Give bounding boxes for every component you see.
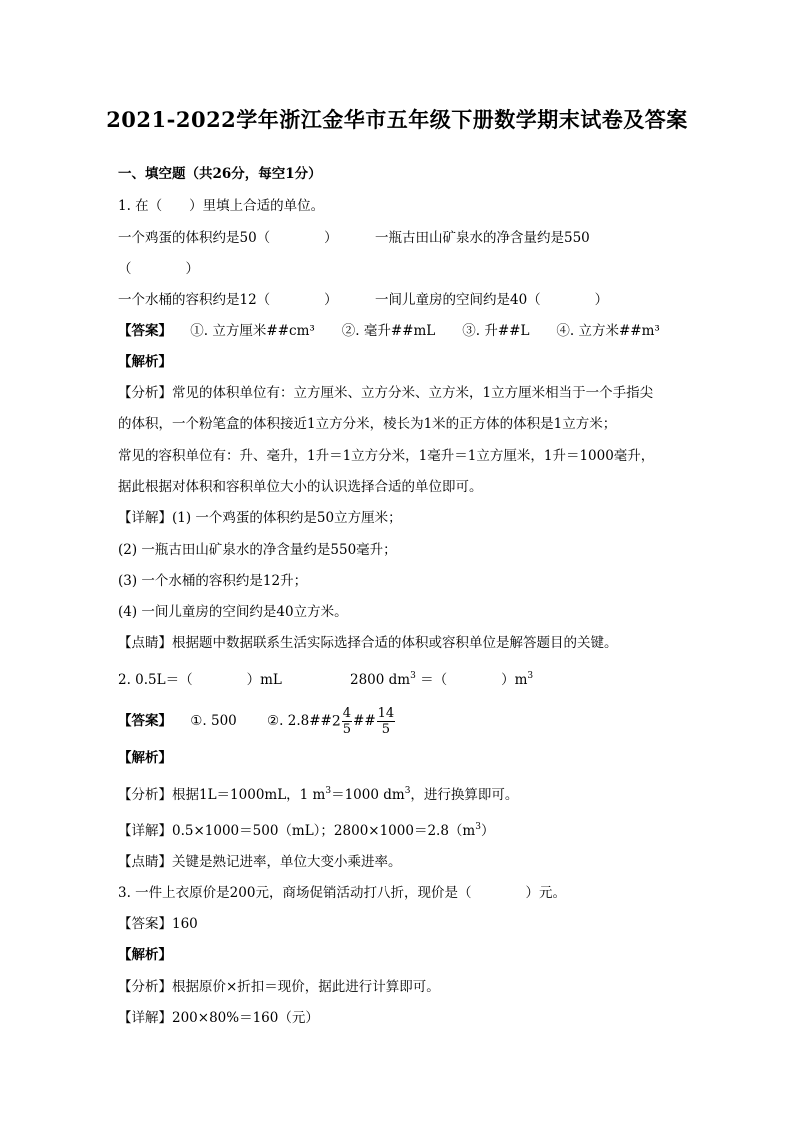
q1-analysis-line: 【分析】常见的体积单位有：立方厘米、立方分米、立方米，1立方厘米相当于一个手指尖 [118,385,654,401]
superscript: 3 [325,786,332,796]
q1-item-d: 一间儿童房的空间约是40（ ） [375,292,609,308]
q1-item-b: 一瓶古田山矿泉水的净含量约是550 [375,230,590,246]
q3-analysis-label: 【解析】 [118,947,172,963]
answer-text: ①. 立方厘米##cm³ ②. 毫升##mL ③. 升##L ④. 立方米##m³ [190,323,660,339]
q2-stem-b-text: ＝（ ）m [415,672,528,688]
page-title: 2021-2022学年浙江金华市五年级下册数学期末试卷及答案 [106,107,688,132]
fraction [342,706,352,737]
q1-item-c: 一个水桶的容积约是12（ ） [118,292,338,308]
q2-analysis-text: ，进行换算即可。 [410,787,519,803]
q1-detail-line: (2) 一瓶古田山矿泉水的净含量约是550毫升； [118,542,397,558]
q2-analysis [118,785,518,807]
superscript: 3 [410,671,416,681]
fraction-numerator: 4 [342,706,352,721]
superscript: 3 [475,822,481,832]
q2-analysis-label: 【解析】 [118,750,172,766]
q1-note: 【点睛】根据题中数据联系生活实际选择合适的体积或容积单位是解答题目的关键。 [118,635,618,651]
q2-detail [118,821,494,843]
answer-label: 【答案】 [118,713,172,729]
q1-detail-line: 【详解】(1) 一个鸡蛋的体积约是50立方厘米； [118,510,402,526]
q1-analysis-label: 【解析】 [118,354,172,370]
q1-item-a: 一个鸡蛋的体积约是50（ ） [118,230,338,246]
answer-label: 【答案】 [118,323,172,339]
q2-answer [118,706,396,737]
q1-stem: 1. 在（ ）里填上合适的单位。 [118,198,325,214]
answer-a: ①. 500 [190,713,237,729]
q2-stem-b [350,670,533,692]
q1-item-b-cont: （ ） [118,261,199,277]
q1-detail-line: (3) 一个水桶的容积约是12升； [118,573,308,589]
section-heading: 一、填空题（共26分，每空1分） [118,166,322,182]
q3-answer: 【答案】160 [118,916,198,932]
q2-detail-text: ） [480,823,495,839]
fraction [377,706,396,737]
q2-detail-text: 【详解】0.5×1000＝500（mL）；2800×1000＝2.8（m [118,823,476,839]
q3-stem: 3. 一件上衣原价是200元，商场促销活动打八折，现价是（ ）元。 [118,885,566,901]
q2-analysis-text: ＝1000 dm [331,787,405,803]
q1-answer [118,321,660,341]
q3-analysis: 【分析】根据原价×折扣＝现价，据此进行计算即可。 [118,979,440,995]
q1-detail-line: (4) 一间儿童房的空间约是40立方米。 [118,604,348,620]
q1-analysis-line: 常见的容积单位有：升、毫升，1升＝1立方分米，1毫升＝1立方厘米，1升＝1000毫升， [118,448,655,464]
superscript: 3 [404,786,411,796]
q3-detail: 【详解】200×80%＝160（元） [118,1010,319,1026]
mixed-number-whole: 2 [331,713,341,730]
q2-stem-a: 2. 0.5L＝（ ）mL [118,672,282,688]
q2-note: 【点睛】关键是熟记进率，单位大变小乘进率。 [118,854,402,870]
superscript: 3 [527,671,534,681]
answer-b: ②. 2.8## [267,713,332,729]
q2-stem-b-text: 2800 dm [350,672,411,688]
q1-analysis-line: 的体积，一个粉笔盒的体积接近1立方分米，棱长为1米的正方体的体积是1立方米； [118,416,617,432]
q2-analysis-text: 【分析】根据1L＝1000mL，1 m [118,787,326,803]
fraction-numerator: 14 [377,706,395,721]
fraction-denominator: 5 [342,722,352,737]
q1-analysis-line: 据此根据对体积和容积单位大小的认识选择合适的单位即可。 [118,479,483,495]
fraction-denominator: 5 [381,722,391,737]
separator: ## [353,713,376,729]
